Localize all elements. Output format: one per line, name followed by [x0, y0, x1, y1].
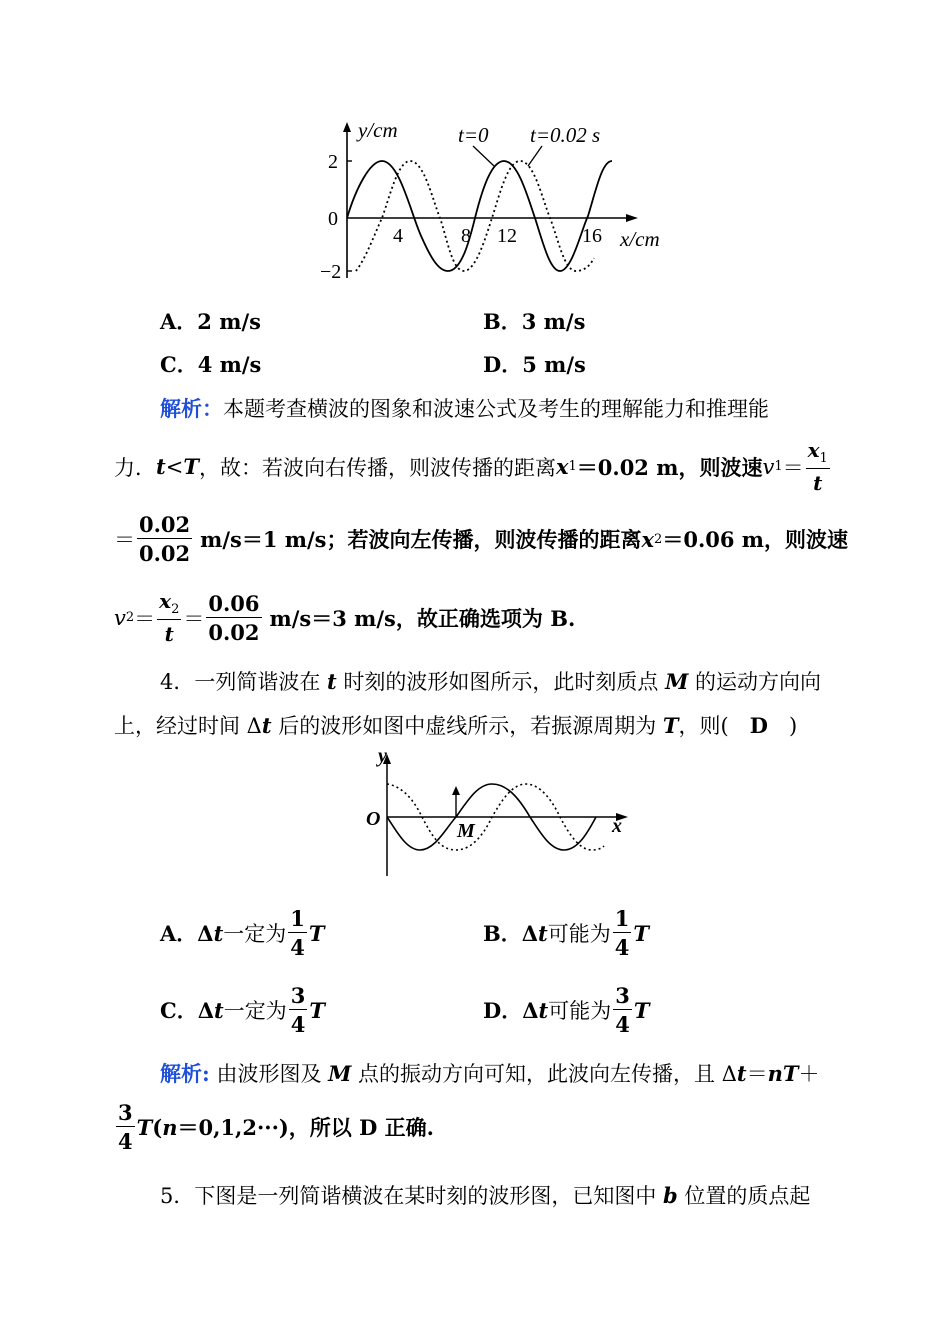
y-axis-label: y: [378, 748, 387, 767]
fraction-006-over-002: $\frac{0.06}{0.02}$: [208, 590, 260, 645]
q4-option-d[interactable]: D． Δ t 可能为 $\frac{3}{4}$ T: [483, 983, 650, 1037]
y-tick-neg2: −2: [320, 261, 342, 283]
t002-leader: [528, 146, 542, 166]
fraction-x2-over-t: $\frac{x_2}{t}$: [159, 589, 180, 646]
wave-graph-q4: [360, 748, 640, 878]
fraction-x1-over-t: $\frac{x_1}{t}$: [807, 438, 828, 495]
x-axis-arrow: [626, 214, 638, 222]
q4-stem-line1: 4．一列简谐波在 t 时刻的波形如图所示，此时刻质点 M 的运动方向向: [160, 669, 822, 694]
q3-option-c[interactable]: C．4 m/s: [160, 352, 262, 377]
fraction-3-over-4: $\frac{3}{4}$: [118, 1100, 133, 1154]
q3-analysis-line2: 力． t < T ，故：若波向右传播，则波传播的距离 x 1 ＝0.02 m，则波速 v 1 ＝ $\frac{x_1}{t}$: [114, 438, 828, 495]
analysis-label: 解析：: [160, 396, 223, 421]
analysis-label: 解析:: [160, 1061, 210, 1086]
q4-analysis-line2: $\frac{3}{4}$ T ( n ＝0,1,2···)，所以 D 正确.: [118, 1100, 434, 1154]
q4-option-c[interactable]: C． Δ t 一定为 $\frac{3}{4}$ T: [160, 983, 325, 1037]
y-axis-label: y/cm: [358, 118, 398, 142]
q3-option-b[interactable]: B．3 m/s: [483, 309, 586, 334]
q3-analysis-line3: ＝ $\frac{0.02}{0.02}$ m/s＝1 m/s；若波向左传播，则波传播的距离 x 2 ＝0.06 m，则波速: [114, 512, 849, 566]
q4-option-b[interactable]: B． Δ t 可能为 $\frac{1}{4}$ T: [483, 906, 650, 960]
q4-option-a[interactable]: A． Δ t 一定为 $\frac{1}{4}$ T: [160, 906, 325, 960]
fraction-002-over-002: $\frac{0.02}{0.02}$: [139, 512, 191, 566]
point-m-label: M: [457, 820, 475, 842]
curve2-label: t=0.02 s: [530, 123, 601, 147]
x-tick-16: 16: [582, 225, 602, 247]
q4-answer: D: [749, 713, 768, 738]
wave-t0-solid: [347, 161, 612, 271]
y-axis-arrow: [343, 122, 351, 132]
curve1-label: t=0: [458, 123, 489, 147]
y-tick-0: 0: [328, 208, 338, 230]
q4-stem-line2: 上，经过时间 Δt 后的波形如图中虚线所示，若振源周期为 T，则( D ): [114, 713, 798, 738]
x-axis-label: x: [612, 815, 622, 837]
q3-option-a[interactable]: A．2 m/s: [160, 309, 261, 334]
x-tick-4: 4: [393, 225, 403, 247]
q5-stem-line1: 5．下图是一列简谐横波在某时刻的波形图，已知图中 b 位置的质点起: [160, 1183, 811, 1208]
x-tick-12: 12: [497, 225, 517, 247]
q3-analysis-line1: 解析：本题考查横波的图象和波速公式及考生的理解能力和推理能: [160, 396, 769, 421]
origin-label: O: [366, 808, 381, 830]
q3-analysis-line4: v 2 ＝ $\frac{x_2}{t}$ ＝ $\frac{0.06}{0.02}$ m/s＝3 m/s，故正确选项为 B.: [114, 589, 576, 646]
y-tick-2: 2: [328, 151, 338, 173]
x-tick-8: 8: [461, 225, 471, 247]
q3-option-d[interactable]: D．5 m/s: [483, 352, 586, 377]
wave-graph-q3: [320, 118, 680, 288]
t0-leader: [473, 146, 494, 166]
x-axis-label: x/cm: [620, 227, 660, 251]
q4-analysis-line1: 解析: 由波形图及 M 点的振动方向可知，此波向左传播，且 Δt＝nT＋: [160, 1061, 820, 1086]
